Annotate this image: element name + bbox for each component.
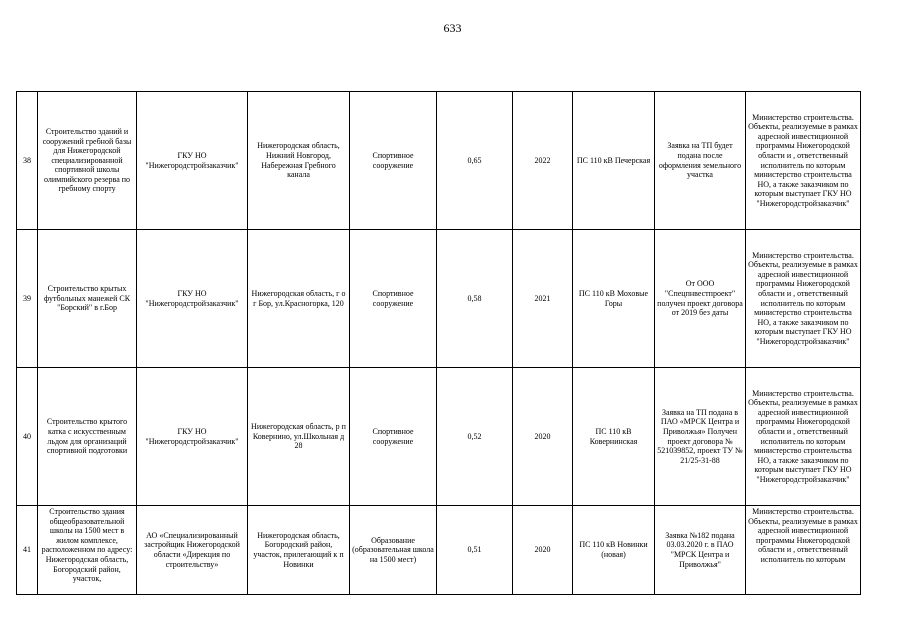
object-type: Спортивное сооружение bbox=[350, 92, 437, 230]
table-row bbox=[17, 92, 861, 230]
power: 0,52 bbox=[437, 368, 513, 506]
power: 0,51 bbox=[437, 506, 513, 595]
address: Нижегородская область, Богородский район, участок, прилегающий к п Новинки bbox=[248, 506, 350, 595]
object-type: Спортивное сооружение bbox=[350, 230, 437, 368]
source: Министерство строительства. Объекты, реализуемые в рамках адресной инвестиционной программы Нижегородской области и , ответственный исполнитель по которым министерство строительства НО, а также заказчиком по которым выступает ГКУ НО "Нижегородстройзаказчик" bbox=[746, 230, 861, 368]
connection-status: Заявка на ТП будет подана после оформления земельного участка bbox=[655, 92, 746, 230]
connection-status: Заявка на ТП подана в ПАО «МРСК Центра и Приволжья» Получен проект договора № 521039852, проект ТУ № 21/25-31-88 bbox=[655, 368, 746, 506]
object-name: Строительство здания общеобразовательной школы на 1500 мест в жилом комплексе, расположенном по адресу: Нижегородская область, Богородский район, участок, bbox=[38, 506, 137, 595]
customer: ГКУ НО "Нижегородстройзаказчик" bbox=[137, 230, 248, 368]
substation: ПС 110 кВ Моховые Горы bbox=[573, 230, 655, 368]
year: 2020 bbox=[513, 506, 573, 595]
connection-status: Заявка №182 подана 03.03.2020 г. в ПАО "МРСК Центра и Приволжья" bbox=[655, 506, 746, 595]
substation: ПС 110 кВ Ковернинская bbox=[573, 368, 655, 506]
source: Министерство строительства. Объекты, реализуемые в рамках адресной инвестиционной программы Нижегородской области и , ответственный исполнитель по которым министерство строительства НО, а также заказчиком по которым выступает ГКУ НО "Нижегородстройзаказчик" bbox=[746, 368, 861, 506]
object-name: Строительство зданий и сооружений гребной базы для Нижегородской специализированной спортивной школы олимпийского резерва по гребному спорту bbox=[38, 92, 137, 230]
row-number: 38 bbox=[17, 92, 38, 230]
substation: ПС 110 кВ Печерская bbox=[573, 92, 655, 230]
table-row bbox=[17, 230, 861, 368]
source: Министерство строительства. Объекты, реализуемые в рамках адресной инвестиционной программы Нижегородской области и , ответственный исполнитель по которым министерство строительства НО, а также заказчиком по которым выступает ГКУ НО "Нижегородстройзаказчик" bbox=[746, 92, 861, 230]
object-name: Строительство крытого катка с искусственным льдом для организаций спортивной подготовки bbox=[38, 368, 137, 506]
row-number: 40 bbox=[17, 368, 38, 506]
object-type: Спортивное сооружение bbox=[350, 368, 437, 506]
object-name: Строительство крытых футбольных манежей СК "Борский" в г.Бор bbox=[38, 230, 137, 368]
power: 0,58 bbox=[437, 230, 513, 368]
power: 0,65 bbox=[437, 92, 513, 230]
customer: ГКУ НО "Нижегородстройзаказчик" bbox=[137, 92, 248, 230]
row-number: 39 bbox=[17, 230, 38, 368]
substation: ПС 110 кВ Новинки (новая) bbox=[573, 506, 655, 595]
source: Министерство строительства. Объекты, реализуемые в рамках адресной инвестиционной программы Нижегородской области и , ответственный исполнитель по которым bbox=[746, 506, 861, 595]
object-type: Образование (образовательная школа на 1500 мест) bbox=[350, 506, 437, 595]
address: Нижегородская область, Нижний Новгород, Набережная Гребного канала bbox=[248, 92, 350, 230]
table-row bbox=[17, 368, 861, 506]
row-number: 41 bbox=[17, 506, 38, 595]
table-row bbox=[17, 506, 861, 595]
year: 2022 bbox=[513, 92, 573, 230]
customer: ГКУ НО "Нижегородстройзаказчик" bbox=[137, 368, 248, 506]
year: 2020 bbox=[513, 368, 573, 506]
address: Нижегородская область, р п Ковернино, ул.Школьная д 28 bbox=[248, 368, 350, 506]
connection-status: От ООО "Спецпнвестпроект" получен проект договора от 2019 без даты bbox=[655, 230, 746, 368]
page-number: 633 bbox=[443, 21, 462, 35]
year: 2021 bbox=[513, 230, 573, 368]
customer: АО «Специализированный застройщик Нижегородской области «Дирекция по строительству» bbox=[137, 506, 248, 595]
address: Нижегородская область, г о г Бор, ул.Красногорка, 120 bbox=[248, 230, 350, 368]
objects-table bbox=[16, 91, 861, 595]
